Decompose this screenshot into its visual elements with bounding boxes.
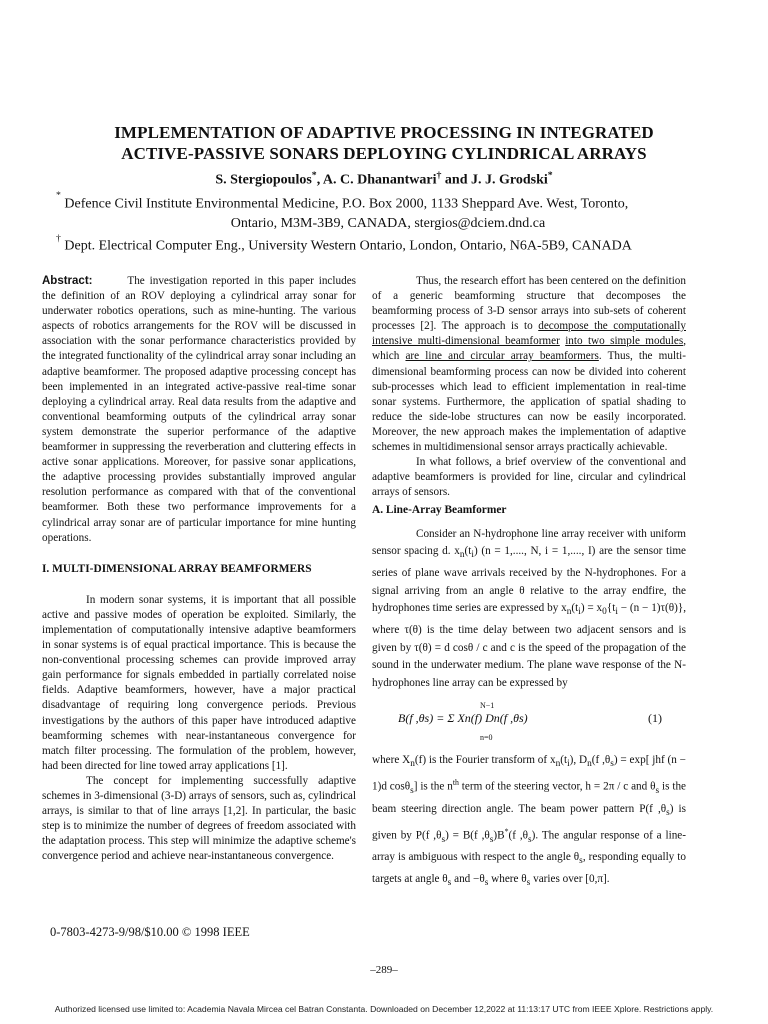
p4-text-p: ). The angular response of a line-array is ambiguous with respect to the angle θ <box>372 829 686 864</box>
p3-sub-3: n <box>566 607 572 618</box>
p4-sub-9: s <box>441 834 446 845</box>
p3-sub-6: i <box>615 607 618 618</box>
p4-sub-10: s <box>489 834 494 845</box>
left-column <box>42 274 356 864</box>
subsection-a-heading: A. Line-Array Beamformer <box>372 504 507 517</box>
p4-text-k: ) is given by P(f ,θ <box>372 802 686 842</box>
equation-number: (1) <box>648 711 662 726</box>
p4-sup-th: th <box>452 778 459 788</box>
section-1-paragraph-1: In modern sonar systems, it is important that all possible active and passive modes of operation be exploited. Similarly, the implementation of computationally intensive adaptive beamformers in sonar systems is of equal practical importance. This is because the non-conventional processing schemes can provide improved array gain performance for signals embedded in partially correlated noise fields. Adaptive beamformers, however, have a major practical disadvantage of requiring long convergence periods. Previous investigations by the authors of this paper have introduced adaptive beamforming schemes with near-instantaneous convergence for match filter processing. The formulation of the problem, however, had been directed for line towed array applications [1]. <box>42 593 356 772</box>
p4-sub-2: n <box>555 759 561 770</box>
affiliation-1 <box>56 190 736 233</box>
p4-text-f: ) = exp[ jhf (n − 1)d cosθ <box>372 754 686 793</box>
p4-sub-1: n <box>410 759 415 770</box>
p3-text-a: Consider an N-hydrophone line array receiver with uniform sensor spacing d. x <box>372 527 686 558</box>
p4-sub-8: s <box>666 807 670 818</box>
author-3-mark: * <box>547 170 553 181</box>
author-2: , A. C. Dhanantwari <box>316 172 437 188</box>
p3-text-g: − (n − 1)τ(θ)}, where τ(θ) is the time delay between two adjacent sensors and is given by τ(θ) = d cosθ / c and c is the speed of the propagation of the sound in the underwater medium. The plane wave response of the N-hydrophones line array can be expressed by <box>372 602 686 689</box>
right-paragraph-4 <box>372 752 686 892</box>
p4-sub-11: s <box>528 834 532 845</box>
right-paragraph-2: In what follows, a brief overview of the conventional and adaptive beamformers is provided for line, circular and cylindrical arrays of sensors. <box>372 456 686 499</box>
equation-sum-bottom: n=0 <box>480 733 493 743</box>
right-column <box>372 274 686 893</box>
p4-text-d: ), D <box>569 754 588 767</box>
p4-text-a: where X <box>372 754 411 767</box>
abstract <box>42 274 356 546</box>
p4-text-m: )B <box>493 829 505 842</box>
p4-text-b: (f) is the Fourier transform of x <box>414 754 556 767</box>
p3-text-b: (t <box>464 545 472 558</box>
underlined-phrase-2: into two simple modules <box>565 335 684 348</box>
p4-sub-13: s <box>447 878 452 889</box>
underlined-phrase-1: decompose the computationally intensive multi-dimensional beamformer <box>372 320 686 348</box>
p4-sub-14: s <box>484 878 489 889</box>
p4-text-s: where θ <box>488 872 527 885</box>
equation-1 <box>372 698 686 752</box>
p4-sub-6: s <box>410 786 414 797</box>
author-list <box>40 170 728 189</box>
underlined-phrase-3: are line and circular array beamformers <box>405 350 599 363</box>
p4-text-g: ] is the n <box>413 780 453 793</box>
p3-text-d: (t <box>571 602 579 615</box>
equation-body: B(f ,θs) = Σ Xn(f) Dn(f ,θs) <box>398 711 528 726</box>
p4-sup-star: * <box>504 826 509 836</box>
p4-text-q: , responding equally to targets at angle θ <box>372 851 686 885</box>
paper-title <box>40 122 728 164</box>
p4-text-o: (f ,θ <box>508 829 528 842</box>
page-number: –289– <box>370 964 398 976</box>
p4-text-j: is the beam steering direction angle. The beam power pattern P(f ,θ <box>372 780 687 815</box>
p3-sub-4: i <box>578 607 581 618</box>
abstract-label: Abstract: <box>42 275 93 287</box>
title-line-2: ACTIVE-PASSIVE SONARS DEPLOYING CYLINDRICAL ARRAYS <box>121 144 647 163</box>
author-3: and J. J. Grodski <box>441 172 548 188</box>
abstract-text: The investigation reported in this paper includes the definition of an ROV deploying a cylindrical array sonar for underwater robotics operations, such as mine-hunting. The various aspects of robotics arrangements for the ROV will be discussed in association with the sonar performance characteristics provided by the integrated functionality of the cylindrical array sonar including an adaptive beamformer. The proposed adaptive processing concept has been implemented in an integrated active-passive real-time sonar deploying a cylindrical array. Real data results from the adaptive and conventional beamforming outputs of the cylindrical array sonar system demonstrate the superior performance of the adaptive beamformer in suppressing the reverberation and cluttering effects in active sonar applications. Moreover, for passive sonar applications, the adaptive processing provides substantially improved angular resolution performance as compared with that of the conventional beamformer. Both these two performance improvements for a cylindrical array sonar are of particular importance for mine hunting operations. <box>42 275 357 544</box>
p4-text-c: (t <box>560 754 568 767</box>
author-2-mark: † <box>436 170 442 181</box>
right-p1-text-d: . Thus, the multi-dimensional beamforming process can now be divided into coherent sub-processes which lead to efficient implementation in real-time sonar systems. Furthermore, the application of spatial shading to reduce the side-lobe structures can now be easily incorporated. Moreover, the new approach makes the implementation of adaptive schemes in multidimensional sensor arrays practically achievable. <box>372 350 686 454</box>
p3-text-c: ) (n = 1,...., N, i = 1,...., I) are the sensor time series of plane wave arrivals received by the N-hydrophones. For a signal arriving from an angle θ relative to the array endfire, the hydrophones time series are expressed by x <box>372 545 686 615</box>
right-p1-text-c: , which <box>372 335 686 363</box>
title-line-1: IMPLEMENTATION OF ADAPTIVE PROCESSING IN INTEGRATED <box>114 123 654 142</box>
author-1-mark: * <box>311 170 317 181</box>
p3-sub-2: i <box>471 550 474 561</box>
p4-sub-12: s <box>579 856 583 867</box>
right-p1-text-a: Thus, the research effort has been centered on the definition of a generic beamforming structure that decomposes the beamforming process of 3-D sensor arrays into sub-sets of coherent processes [2]. The approach is to <box>372 275 686 333</box>
p4-sub-15: s <box>526 878 531 889</box>
p3-text-e: ) = x <box>580 602 603 615</box>
p4-text-r: and −θ <box>451 872 485 885</box>
right-paragraph-1 <box>372 274 686 455</box>
p4-sub-7: s <box>655 786 660 797</box>
affiliation-2-line-1: Dept. Electrical Computer Eng., University Western Ontario, London, Ontario, N6A-5B9, CANADA <box>64 238 632 254</box>
affiliation-2-mark: † <box>56 233 61 244</box>
equation-sum-top: N−1 <box>480 701 495 711</box>
copyright-notice: 0-7803-4273-9/98/$10.00 © 1998 IEEE <box>50 925 250 939</box>
author-1: S. Stergiopoulos <box>215 172 312 188</box>
affiliation-1-line-1: Defence Civil Institute Environmental Medicine, P.O. Box 2000, 1133 Sheppard Ave. West, Toronto, <box>64 196 629 212</box>
affiliation-2 <box>56 232 736 256</box>
p3-sub-5: 0 <box>602 607 607 618</box>
license-notice: Authorized licensed use limited to: Academia Navala Mircea cel Batran Constanta. Downloaded on December 12,2022 at 11:13:17 UTC from IEEE Xplore. Restrictions apply. <box>54 1004 714 1014</box>
p4-text-e: (f ,θ <box>591 754 611 767</box>
section-1-heading: I. MULTI-DIMENSIONAL ARRAY BEAMFORMERS <box>42 562 312 575</box>
section-1-paragraph-2: The concept for implementing successfully adaptive schemes in 3-dimensional (3-D) arrays of sensors, such as, cylindrical arrays, is similar to that of line arrays [1,2]. In particular, the basic step is to minimize the number of degrees of freedom associated with the adaptation process. This step will minimize the adaptive scheme's convergence period and achieve near-instantaneous convergence. <box>42 774 356 863</box>
p4-text-i: term of the steering vector, h = 2π / c and θ <box>458 780 656 793</box>
p4-sub-4: n <box>587 759 592 770</box>
p4-text-t: varies over [0,π]. <box>530 872 610 885</box>
p3-text-f: {t <box>606 602 616 615</box>
affiliation-1-mark: * <box>56 190 61 201</box>
p4-sub-5: s <box>610 759 614 770</box>
p4-sub-3: i <box>567 759 570 770</box>
right-paragraph-3 <box>372 526 686 693</box>
p3-sub-1: n <box>459 550 465 561</box>
p4-text-l: ) = B(f ,θ <box>445 829 490 842</box>
affiliation-1-line-2: Ontario, M3M-3B9, CANADA, stergios@dciem.dnd.ca <box>230 215 546 231</box>
